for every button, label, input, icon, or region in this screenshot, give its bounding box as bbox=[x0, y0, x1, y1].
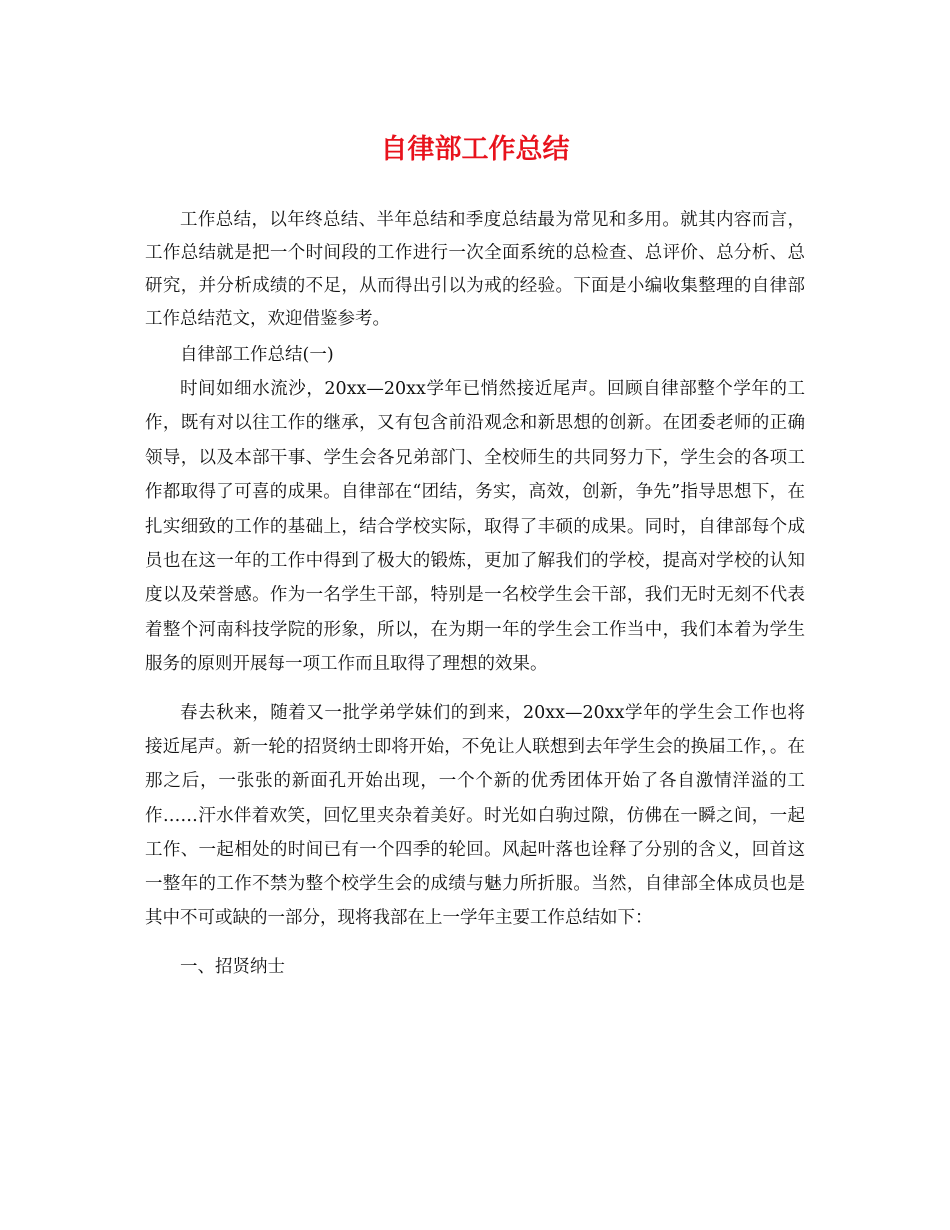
body-paragraph-1: 时间如细水流沙，20xx—20xx学年已悄然接近尾声。回顾自律部整个学年的工作，既有对以往工作的继承，又有包含前沿观念和新思想的创新。在团委老师的正确领导，以及本部干事、学生会各兄弟部门、全校师生的共同努力下，学生会的各项工作都取得了可喜的成果。自律部在“团结，务实，高效，创新，争先”指导思想下，在扎实细致的工作的基础上，结合学校实际，取得了丰硕的成果。同时，自律部每个成员也在这一年的工作中得到了极大的锻炼，更加了解我们的学校，提高对学校的认知度以及荣誉感。作为一名学生干部，特别是一名校学生会干部，我们无时无刻不代表着整个河南科技学院的形象，所以，在为期一年的学生会工作当中，我们本着为学生服务的原则开展每一项工作而且取得了理想的效果。 bbox=[145, 379, 805, 675]
section-heading: 一、招贤纳士 bbox=[180, 956, 285, 977]
body-paragraph-2: 春去秋来，随着又一批学弟学妹们的到来，20xx—20xx学年的学生会工作也将接近尾声。新一轮的招贤纳士即将开始，不免让人联想到去年学生会的换届工作，。在那之后，一张张的新面孔开始出现，一个个新的优秀团体开始了各自激情洋溢的工作……汗水伴着欢笑，回忆里夹杂着美好。时光如白驹过隙，仿佛在一瞬之间，一起工作、一起相处的时间已有一个四季的轮回。风起叶落也诠释了分别的含义，回首这一整年的工作不禁为整个校学生会的成绩与魅力所折服。当然，自律部全体成员也是其中不可或缺的一部分，现将我部在上一学年主要工作总结如下： bbox=[145, 702, 805, 929]
document-body bbox=[145, 204, 805, 984]
intro-paragraph: 工作总结，以年终总结、半年总结和季度总结最为常见和多用。就其内容而言，工作总结就是把一个时间段的工作进行一次全面系统的总检查、总评价、总分析、总研究，并分析成绩的不足，从而得出引以为戒的经验。下面是小编收集整理的自律部工作总结范文，欢迎借鉴参考。 bbox=[145, 210, 805, 329]
section-subtitle: 自律部工作总结(一) bbox=[180, 345, 334, 365]
document-title: 自律部工作总结 bbox=[380, 134, 570, 165]
